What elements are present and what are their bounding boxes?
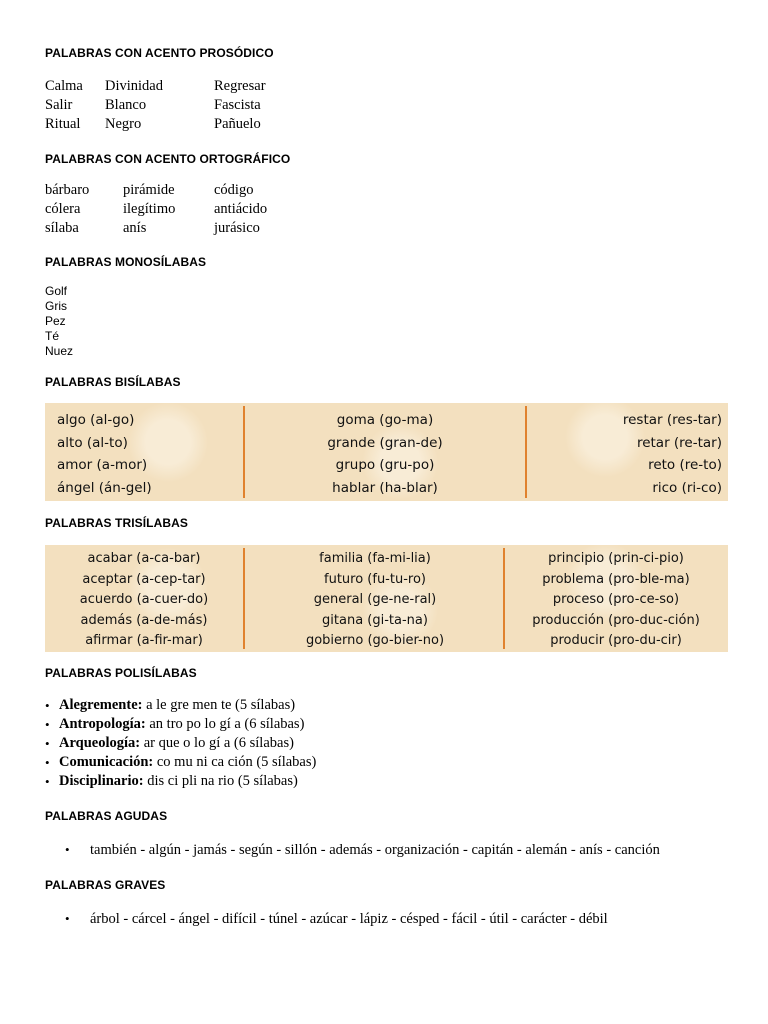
word: Regresar xyxy=(214,78,266,94)
word: código xyxy=(214,182,254,198)
heading-agudas: PALABRAS AGUDAS xyxy=(45,809,168,823)
list-item xyxy=(45,772,316,791)
list-item: Pez xyxy=(45,314,66,328)
heading-ortografico: PALABRAS CON ACENTO ORTOGRÁFICO xyxy=(45,152,291,166)
syllable-word: gitana (gi-ta-na) xyxy=(322,612,428,628)
syllable-word: restar (res-tar) xyxy=(622,412,722,428)
syllable-word: grupo (gru-po) xyxy=(335,457,435,473)
word: Calma xyxy=(45,78,83,94)
syllable-word: además (a-de-más) xyxy=(80,612,208,628)
syllable-word: goma (go-ma) xyxy=(336,412,434,428)
syllable-word: futuro (fu-tu-ro) xyxy=(324,571,426,587)
syllable-word: producción (pro-duc-ción) xyxy=(532,612,700,628)
graves-list-item xyxy=(65,911,608,928)
syllable-word: rico (ri-co) xyxy=(652,479,722,496)
column-divider xyxy=(503,548,505,649)
list-item xyxy=(45,753,316,772)
agudas-list-item xyxy=(65,842,660,859)
word: ilegítimo xyxy=(123,201,176,217)
word: pirámide xyxy=(123,182,175,198)
word: Divinidad xyxy=(105,78,163,94)
list-item xyxy=(45,715,316,734)
column-divider xyxy=(243,406,245,498)
heading-bisilabas: PALABRAS BISÍLABAS xyxy=(45,375,181,389)
syllable-word: grande (gran-de) xyxy=(327,434,443,451)
bisilabas-col-3 xyxy=(623,409,722,499)
syllable-word: proceso (pro-ce-so) xyxy=(552,592,680,607)
syllable-word: alto (al-to) xyxy=(57,434,128,451)
syllable-word: acuerdo (a-cuer-do) xyxy=(79,592,209,607)
term: Antropología: xyxy=(59,716,146,732)
list-item: Té xyxy=(45,329,60,343)
trisilabas-col-3 xyxy=(507,549,725,652)
syllable-word: hablar (ha-blar) xyxy=(332,479,438,496)
heading-trisilabas: PALABRAS TRISÍLABAS xyxy=(45,516,189,530)
bisilabas-image xyxy=(45,403,728,501)
word: sílaba xyxy=(45,220,79,236)
word: antiácido xyxy=(214,201,268,217)
polisilabas-list xyxy=(45,696,316,791)
term: Arqueología: xyxy=(59,735,141,751)
syllable-word: acabar (a-ca-bar) xyxy=(87,551,201,566)
list-item xyxy=(45,734,316,753)
agudas-words: también - algún - jamás - según - sillón - además - organización - capitán - alemán - anís - canción xyxy=(90,842,660,858)
term-desc: a le gre men te (5 sílabas) xyxy=(142,697,296,713)
syllable-word: algo (al-go) xyxy=(57,412,135,428)
term: Alegremente: xyxy=(59,697,143,713)
graves-words: árbol - cárcel - ángel - difícil - túnel - azúcar - lápiz - césped - fácil - útil - carácter - débil xyxy=(90,911,608,927)
syllable-word: problema (pro-ble-ma) xyxy=(542,571,690,587)
column-divider xyxy=(525,406,527,498)
syllable-word: producir (pro-du-cir) xyxy=(550,633,682,648)
syllable-word: principio (prin-ci-pio) xyxy=(548,551,684,566)
trisilabas-col-2 xyxy=(255,549,495,652)
word: Salir xyxy=(45,97,73,113)
syllable-word: familia (fa-mi-lia) xyxy=(319,551,431,566)
word: Pañuelo xyxy=(214,116,261,132)
list-item: Gris xyxy=(45,299,67,313)
heading-graves: PALABRAS GRAVES xyxy=(45,878,166,892)
list-item xyxy=(45,696,316,715)
word: Blanco xyxy=(105,97,147,113)
word: Negro xyxy=(105,116,142,132)
column-divider xyxy=(243,548,245,649)
syllable-word: retar (re-tar) xyxy=(636,434,722,451)
heading-prosodico: PALABRAS CON ACENTO PROSÓDICO xyxy=(45,46,274,60)
bisilabas-col-2 xyxy=(275,409,495,499)
bisilabas-col-1 xyxy=(57,409,152,499)
syllable-word: aceptar (a-cep-tar) xyxy=(82,571,206,587)
heading-polisilabas: PALABRAS POLISÍLABAS xyxy=(45,666,197,680)
word: jurásico xyxy=(214,220,260,236)
syllable-word: amor (a-mor) xyxy=(57,457,148,473)
trisilabas-col-1 xyxy=(45,549,243,652)
list-item: Golf xyxy=(45,284,68,298)
term-desc: an tro po lo gí a (6 sílabas) xyxy=(145,716,305,732)
heading-monosilabas: PALABRAS MONOSÍLABAS xyxy=(45,255,207,269)
term: Comunicación: xyxy=(59,754,154,770)
monosilabas-list xyxy=(45,284,73,359)
syllable-word: afirmar (a-fir-mar) xyxy=(85,633,203,648)
word: cólera xyxy=(45,201,81,217)
list-item: Nuez xyxy=(45,344,74,358)
word: bárbaro xyxy=(45,182,90,198)
term-desc: co mu ni ca ción (5 sílabas) xyxy=(153,754,317,770)
term-desc: dis ci pli na rio (5 sílabas) xyxy=(143,773,298,789)
trisilabas-image xyxy=(45,545,728,652)
term: Disciplinario: xyxy=(59,773,144,789)
word: Fascista xyxy=(214,97,261,113)
syllable-word: ángel (án-gel) xyxy=(57,479,152,496)
word: Ritual xyxy=(45,116,81,132)
syllable-word: reto (re-to) xyxy=(648,457,722,473)
word: anís xyxy=(123,220,147,236)
syllable-word: general (ge-ne-ral) xyxy=(313,592,437,607)
term-desc: ar que o lo gí a (6 sílabas) xyxy=(140,735,294,751)
syllable-word: gobierno (go-bier-no) xyxy=(305,633,445,648)
